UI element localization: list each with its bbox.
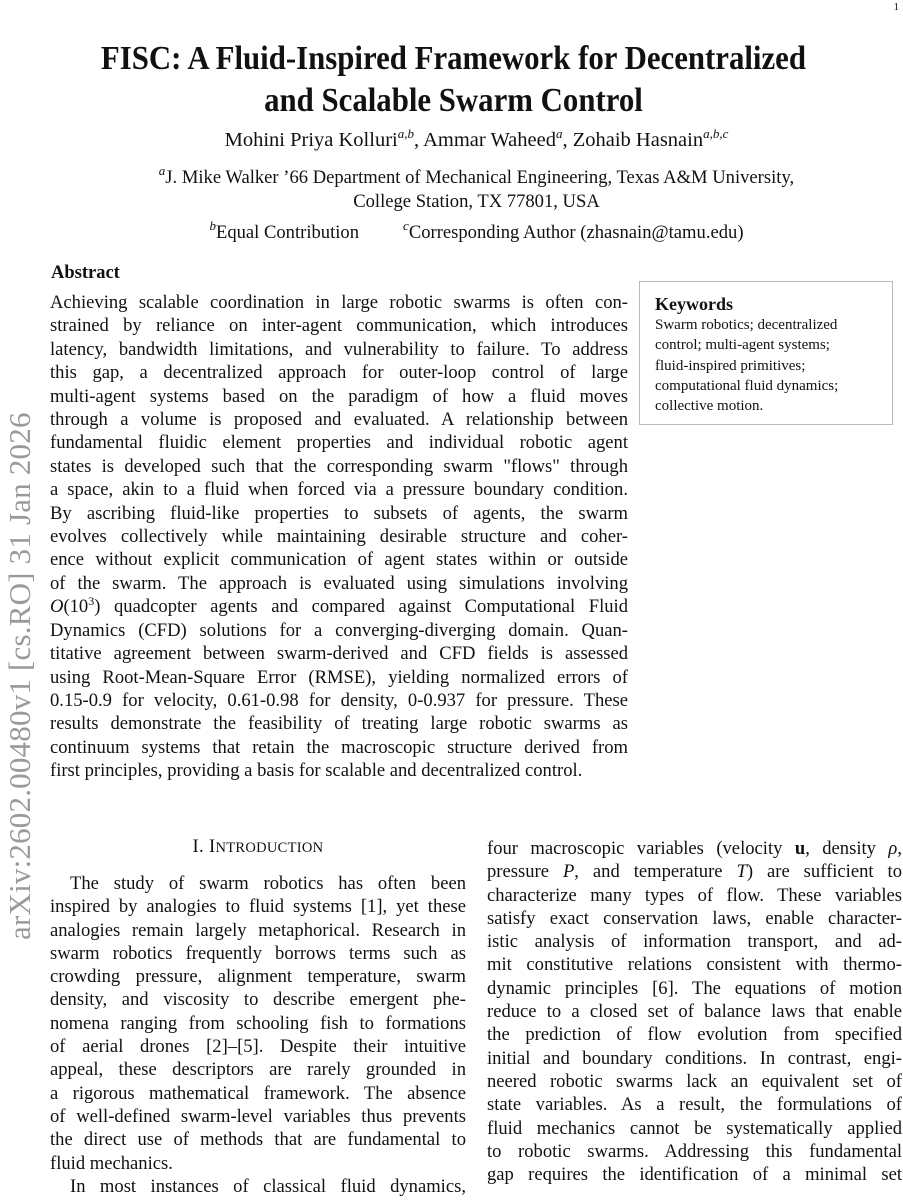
abstract-line: 0.15-0.9 for velocity, 0.61-0.98 for density, 0-0.937 for pressure. These — [50, 689, 628, 711]
abstract-line: this gap, a decentralized approach for outer-loop control of large — [50, 362, 628, 384]
keywords-box — [639, 281, 893, 425]
abstract-line: latency, bandwidth limitations, and vulnerability to failure. To address — [50, 338, 628, 360]
paragraph-line: state variables. As a result, the formulations of — [487, 1094, 902, 1116]
abstract-line: fundamental fluidic element properties and individual robotic agent — [50, 432, 628, 454]
paragraph-line: analogies remain largely metaphorical. Research in — [50, 919, 466, 941]
paragraph-line: nomena ranging from schooling fish to formations — [50, 1012, 466, 1034]
paragraph-line: density, and viscosity to describe emergent phe- — [50, 989, 466, 1011]
author-name: Ammar Waheed — [423, 129, 556, 151]
abstract-line: evolves collectively while maintaining desirable structure and coher- — [50, 526, 628, 548]
order-base: (10 — [63, 596, 89, 618]
abstract-line: through a volume is proposed and evaluated. A relationship between — [50, 409, 628, 431]
paragraph-line: reduce to a closed set of balance laws that enable — [487, 1001, 902, 1023]
paragraph-line: fluid mechanics. — [50, 1152, 173, 1174]
abstract-line: Achieving scalable coordination in large robotic swarms is often con- — [50, 292, 628, 313]
abstract-line: multi-agent systems based on the paradigm of how a fluid moves — [50, 385, 628, 407]
velocity-symbol: u — [794, 838, 806, 859]
author-name: Zohaib Hasnain — [572, 129, 704, 151]
keywords-line: computational fluid dynamics; — [655, 377, 839, 394]
keywords-line: fluid-inspired primitives; — [655, 357, 806, 374]
abstract-heading: Abstract — [51, 263, 120, 283]
keywords-line: Swarm robotics; decentralized — [655, 317, 838, 333]
text-fragment: ) are sufficient to — [746, 861, 902, 883]
paper-title — [38, 38, 869, 122]
keywords-line: collective motion. — [655, 398, 764, 415]
keywords-line: control; multi-agent systems; — [655, 337, 830, 354]
paragraph-line: to robotic swarms. Addressing this fundamental — [487, 1140, 902, 1162]
abstract-line-with-order-notation — [50, 595, 628, 618]
section-heading-introduction — [50, 836, 466, 859]
author-affiliation-marker: a — [555, 126, 563, 141]
paragraph-line: The study of swarm robotics has often been — [70, 873, 466, 894]
big-o-symbol: O — [50, 596, 64, 618]
abstract-line: a space, akin to a fluid when forced via a pressure boundary condition. — [50, 479, 628, 501]
paragraph-line: istic analysis of information transport, and ad- — [487, 931, 902, 953]
abstract-line: using Root-Mean-Square Error (RMSE), yielding normalized errors of — [50, 666, 628, 688]
abstract-line: ence without explicit communication of agent states within or outside — [50, 549, 628, 571]
paragraph-line: the prediction of flow evolution from specified — [487, 1024, 902, 1046]
density-symbol: ρ — [888, 838, 898, 859]
abstract-line: results demonstrate the feasibility of treating large robotic swarms as — [50, 713, 628, 735]
author-notes — [0, 218, 903, 245]
equal-contribution-note: Equal Contribution — [215, 222, 360, 243]
paragraph-line: characterize many types of flow. These variables — [487, 884, 902, 906]
intro-column-right — [487, 837, 902, 1186]
abstract-line: of the swarm. The approach is evaluated using simulations involving — [50, 572, 628, 594]
text-fragment: pressure — [487, 861, 563, 883]
page-number: 1 — [893, 1, 899, 13]
title-line-1: FISC: A Fluid-Inspired Framework for Decentralized — [100, 40, 807, 77]
affiliation-marker: a — [158, 163, 166, 178]
paragraph-line: the direct use of methods that are fundamental to — [50, 1129, 466, 1151]
abstract-line: titative agreement between swarm-derived and CFD fields is assessed — [50, 643, 628, 665]
corresponding-author-note: Corresponding Author (zhasnain@tamu.edu) — [408, 222, 744, 243]
abstract-line: Dynamics (CFD) solutions for a converging-diverging domain. Quan- — [50, 619, 628, 641]
affiliation-line-1: J. Mike Walker ’66 Department of Mechanical Engineering, Texas A&M University, — [165, 167, 795, 188]
affiliation — [0, 163, 903, 214]
keywords-heading: Keywords — [655, 294, 733, 314]
paragraph-line: satisfy exact conservation laws, enable character- — [487, 907, 902, 929]
paragraph-line: of well-defined swarm-level variables thus prevents — [50, 1105, 466, 1127]
author-affiliation-marker: a,b,c — [703, 126, 729, 141]
paragraph-line: of aerial drones [2]–[5]. Despite their intuitive — [50, 1036, 466, 1058]
paragraph-line: gap requires the identification of a minimal set — [487, 1164, 902, 1186]
text-fragment: , density — [805, 838, 889, 859]
paragraph-line: dynamic principles [6]. The equations of motion — [487, 977, 902, 999]
paragraph-line-with-variables — [487, 837, 902, 860]
author-list: Mohini Priya Kolluri$^{a,b}$, Ammar Waheed$^a$, Zohaib Hasnain$^{a,b,c}$ — [224, 126, 729, 151]
text-fragment: , — [897, 838, 902, 859]
paragraph-line: mit constitutive relations consistent with thermo- — [487, 954, 902, 976]
section-number: I. — [192, 836, 204, 857]
paragraph-line: initial and boundary conditions. In contrast, engi- — [487, 1047, 902, 1069]
paragraph-line: appeal, these descriptors are rarely grounded in — [50, 1059, 466, 1081]
paragraph-line: inspired by analogies to fluid systems [1], yet these — [50, 896, 466, 918]
paragraph-line: swarm robotics frequently borrows terms such as — [50, 942, 466, 964]
section-title-initial: I — [208, 836, 216, 857]
paragraph-line: neered robotic swarms lack an equivalent set of — [487, 1070, 902, 1092]
temperature-symbol: T — [736, 861, 747, 883]
abstract-line: strained by reliance on inter-agent communication, which introduces — [50, 315, 628, 337]
paragraph-line: a rigorous mathematical framework. The absence — [50, 1082, 466, 1104]
paragraph-line: fluid mechanics cannot be systematically applied — [487, 1117, 902, 1139]
equal-contribution-marker: b — [209, 218, 216, 233]
paragraph-line: crowding pressure, alignment temperature, swarm — [50, 966, 466, 988]
paragraph-line-with-variables — [487, 860, 902, 883]
text-fragment: four macroscopic variables (velocity — [487, 838, 795, 859]
intro-column-left — [50, 872, 466, 1198]
title-line-2: and Scalable Swarm Control — [264, 82, 643, 119]
order-close: ) — [94, 596, 101, 618]
abstract-line-rest: quadcopter agents and compared against Computational Fluid — [114, 596, 628, 618]
arxiv-identifier-stamp: arXiv:2602.00480v1 [cs.RO] 31 Jan 2026 — [2, 412, 37, 940]
author-affiliation-marker: a,b — [397, 126, 414, 141]
abstract-line: By ascribing fluid-like properties to subsets of agents, the swarm — [50, 502, 628, 524]
keywords-list — [655, 315, 882, 416]
corresponding-author-marker: c — [403, 218, 409, 233]
section-title-rest: NTRODUCTION — [215, 840, 324, 856]
order-exponent: 3 — [88, 594, 95, 609]
pressure-symbol: P — [562, 861, 575, 883]
text-fragment: , and temperature — [574, 861, 737, 883]
paragraph-line: In most instances of classical fluid dynamics, — [70, 1175, 466, 1197]
author-name: Mohini Priya Kolluri — [224, 129, 398, 151]
abstract-line: first principles, providing a basis for scalable and decentralized control. — [50, 760, 583, 782]
abstract-line: continuum systems that retain the macroscopic structure derived from — [50, 736, 628, 758]
abstract-line: states is developed such that the corresponding swarm "flows" through — [50, 455, 628, 477]
affiliation-line-2: College Station, TX 77801, USA — [353, 191, 600, 212]
abstract-text — [50, 291, 628, 783]
